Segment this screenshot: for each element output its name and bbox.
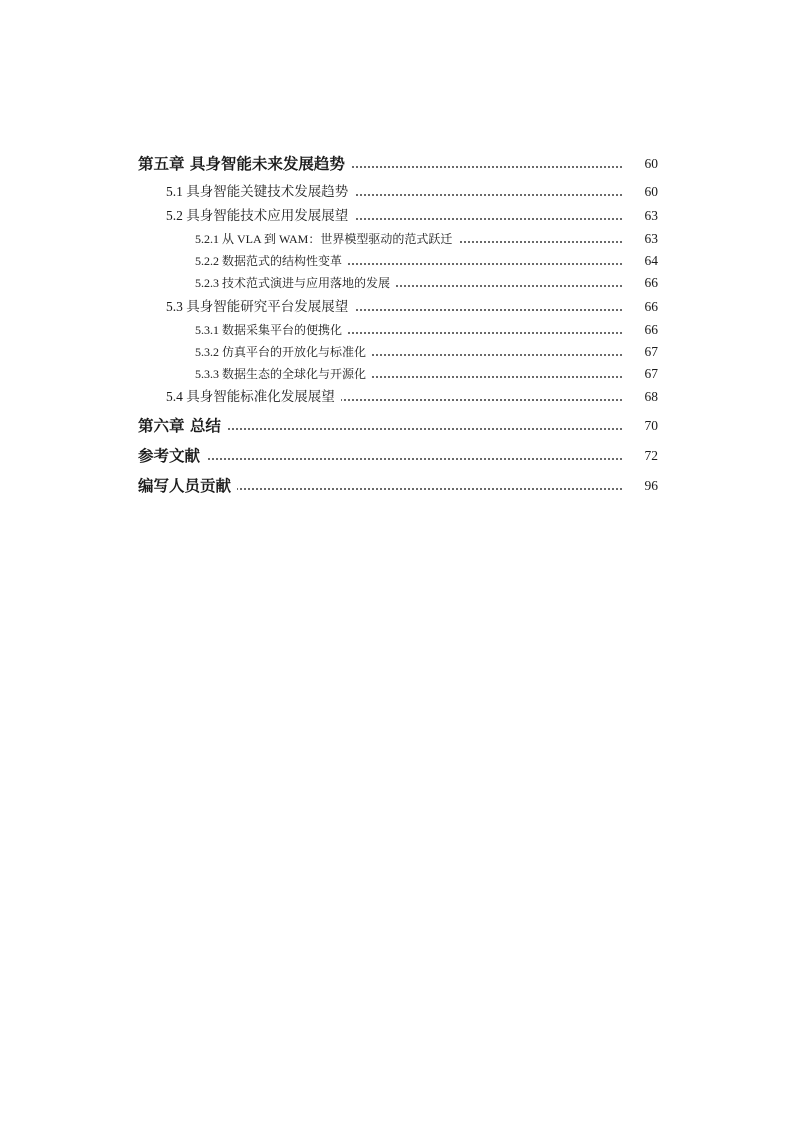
toc-entry-5-2-1[interactable]	[0, 228, 794, 250]
dot-leader	[200, 458, 654, 460]
toc-entry-5-3-3[interactable]	[0, 363, 794, 385]
toc-entry-title: 5.2 具身智能技术应用发展展望	[166, 205, 354, 227]
toc-entry-page: 66	[624, 296, 658, 318]
toc-entry-contributors[interactable]	[0, 475, 794, 497]
toc-entry-title: 5.3.1 数据采集平台的便携化	[195, 319, 348, 341]
toc-entry-page: 63	[624, 228, 658, 250]
toc-entry-title: 第六章 总结	[138, 415, 227, 437]
toc-entry-references[interactable]	[0, 445, 794, 467]
toc-entry-5-4[interactable]	[0, 386, 794, 408]
toc-entry-page: 70	[624, 415, 658, 437]
toc-entry-page: 66	[624, 272, 658, 294]
toc-entry-5-3[interactable]	[0, 296, 794, 318]
toc-entry-chapter-6[interactable]	[0, 415, 794, 437]
toc-entry-5-3-1[interactable]	[0, 319, 794, 341]
dot-leader	[200, 428, 654, 430]
toc-entry-5-3-2[interactable]	[0, 341, 794, 363]
toc-entry-title: 5.2.1 从 VLA 到 WAM：世界模型驱动的范式跃迁	[195, 228, 458, 250]
toc-entry-title: 5.2.3 技术范式演进与应用落地的发展	[195, 272, 396, 294]
toc-entry-5-2-2[interactable]	[0, 250, 794, 272]
toc-entry-title: 5.3 具身智能研究平台发展展望	[166, 296, 354, 318]
toc-entry-title: 参考文献	[138, 445, 206, 467]
toc-entry-page: 68	[624, 386, 658, 408]
toc-entry-page: 66	[624, 319, 658, 341]
toc-entry-title: 5.4 具身智能标准化发展展望	[166, 386, 341, 408]
toc-entry-page: 67	[624, 341, 658, 363]
toc-entry-page: 60	[624, 181, 658, 203]
toc-entry-page: 72	[624, 445, 658, 467]
toc-entry-title: 5.3.3 数据生态的全球化与开源化	[195, 363, 372, 385]
toc-entry-title: 第五章 具身智能未来发展趋势	[138, 153, 351, 175]
toc-entry-5-2[interactable]	[0, 205, 794, 227]
toc-entry-title: 5.1 具身智能关键技术发展趋势	[166, 181, 354, 203]
toc-entry-page: 64	[624, 250, 658, 272]
toc-entry-title: 5.2.2 数据范式的结构性变革	[195, 250, 348, 272]
toc-entry-chapter-5[interactable]	[0, 153, 794, 175]
dot-leader	[200, 488, 654, 490]
toc-entry-5-2-3[interactable]	[0, 272, 794, 294]
toc-entry-5-1[interactable]	[0, 181, 794, 203]
toc-entry-title: 5.3.2 仿真平台的开放化与标准化	[195, 341, 372, 363]
toc-entry-page: 63	[624, 205, 658, 227]
toc-entry-page: 67	[624, 363, 658, 385]
toc-entry-page: 96	[624, 475, 658, 497]
toc-entry-title: 编写人员贡献	[138, 475, 237, 497]
toc-entry-page: 60	[624, 153, 658, 175]
